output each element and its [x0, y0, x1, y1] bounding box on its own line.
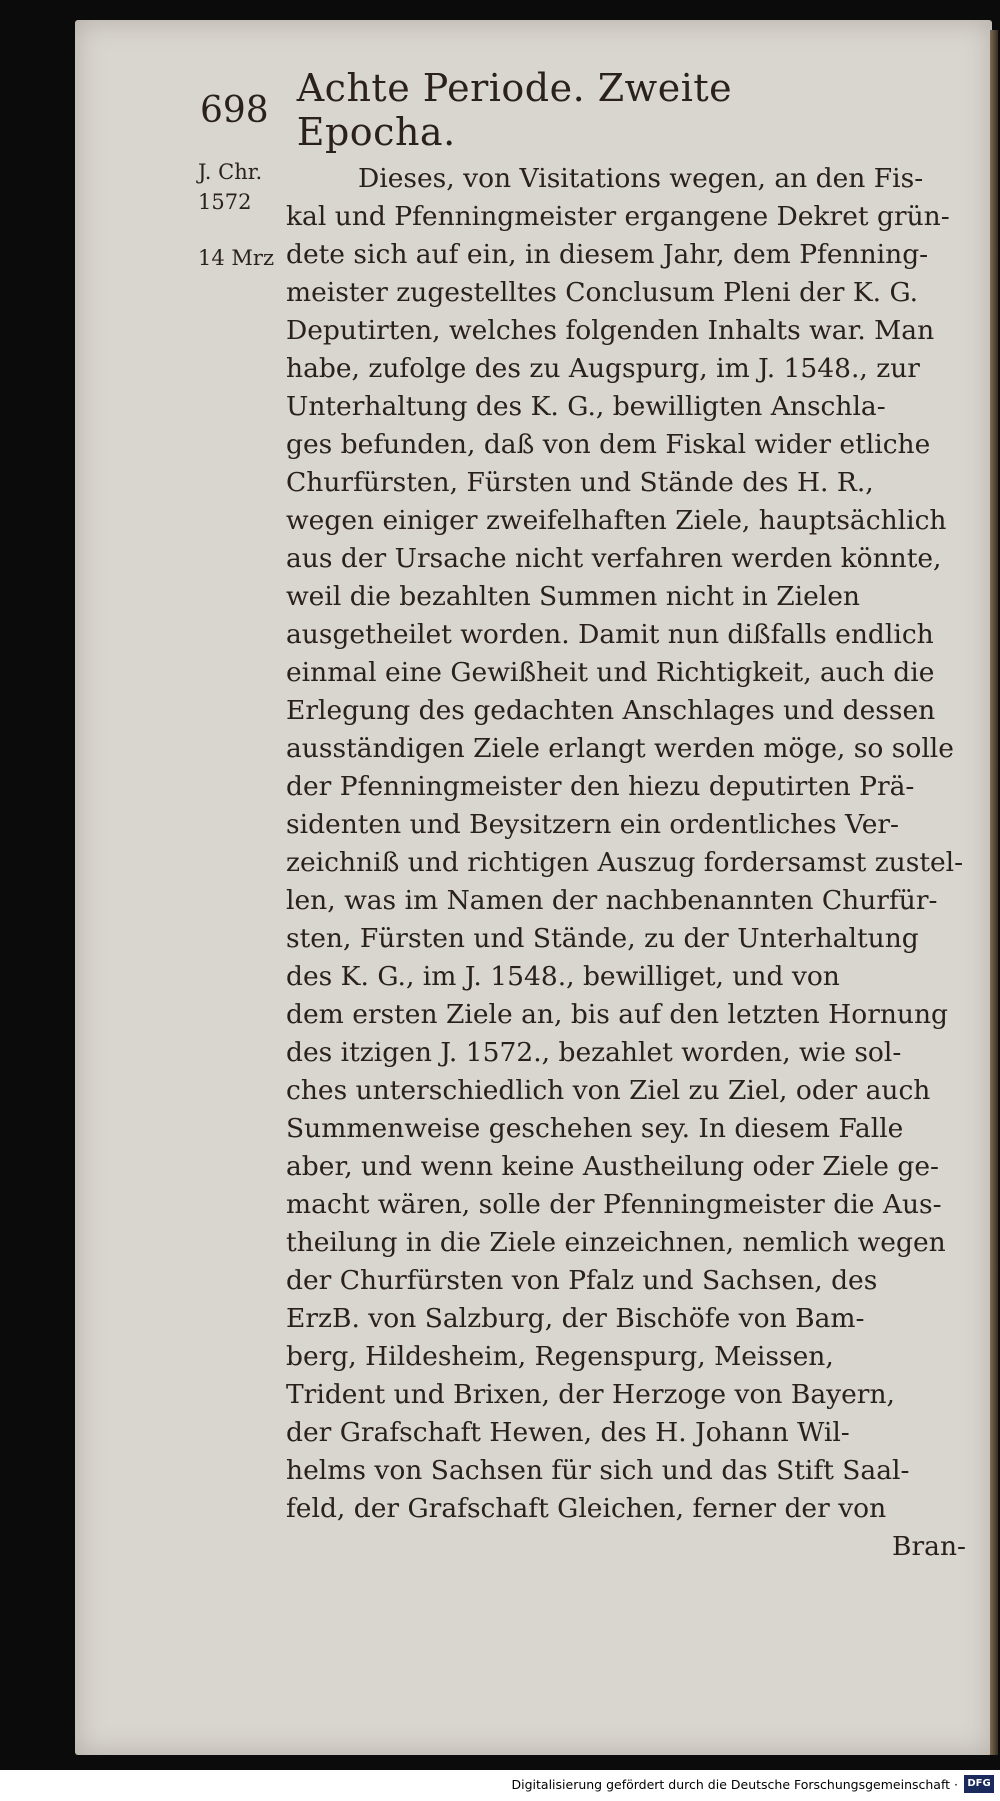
text-line: der Pfenningmeister den hiezu deputirten Prä-: [286, 771, 915, 802]
text-line: einmal eine Gewißheit und Richtigkeit, auch die: [286, 657, 935, 688]
text-line: ausgetheilet worden. Damit nun dißfalls endlich: [286, 619, 934, 650]
footer-bar: [0, 1770, 1000, 1801]
text-line: theilung in die Ziele einzeichnen, nemlich wegen: [286, 1227, 946, 1258]
text-line: feld, der Grafschaft Gleichen, ferner der von: [286, 1493, 887, 1524]
text-line: aus der Ursache nicht verfahren werden könnte,: [286, 543, 942, 574]
text-line: berg, Hildesheim, Regenspurg, Meissen,: [286, 1341, 834, 1372]
page-edge: [990, 30, 998, 1755]
text-line: meister zugestelltes Conclusum Pleni der K. G.: [286, 277, 919, 308]
text-line: Deputirten, welches folgenden Inhalts war. Man: [286, 315, 935, 346]
text-line: ches unterschiedlich von Ziel zu Ziel, oder auch: [286, 1075, 931, 1106]
page-number: 698: [200, 89, 269, 131]
running-head: [200, 66, 840, 154]
text-line: aber, und wenn keine Austheilung oder Ziele ge-: [286, 1151, 940, 1182]
text-line: weil die bezahlten Summen nicht in Zielen: [286, 581, 860, 612]
catchword: Bran-: [892, 1531, 966, 1562]
margin-note-year: 1572: [198, 190, 252, 214]
text-line: ges befunden, daß von dem Fiskal wider etliche: [286, 429, 931, 460]
running-title: Achte Periode. Zweite Epocha.: [296, 66, 733, 154]
text-line: der Grafschaft Hewen, des H. Johann Wil-: [286, 1417, 850, 1448]
text-line: Summenweise geschehen sey. In diesem Falle: [286, 1113, 904, 1144]
text-line: Unterhaltung des K. G., bewilligten Anschla-: [286, 391, 886, 422]
dfg-logo: DFG: [964, 1775, 994, 1793]
margin-note-date: 14 Mrz: [198, 246, 275, 270]
text-line: dete sich auf ein, in diesem Jahr, dem Pfenning-: [286, 239, 929, 270]
text-line: des K. G., im J. 1548., bewilliget, und von: [286, 961, 840, 992]
text-line: kal und Pfenningmeister ergangene Dekret grün-: [286, 201, 950, 232]
text-line: zeichniß und richtigen Auszug fordersamst zustel-: [286, 847, 964, 878]
text-line: wegen einiger zweifelhaften Ziele, hauptsächlich: [286, 505, 947, 536]
text-line: len, was im Namen der nachbenannten Churfür-: [286, 885, 938, 916]
text-line: macht wären, solle der Pfenningmeister die Aus-: [286, 1189, 942, 1220]
text-line: sten, Fürsten und Stände, zu der Unterhaltung: [286, 923, 919, 954]
text-line: ErzB. von Salzburg, der Bischöfe von Bam-: [286, 1303, 865, 1334]
margin-note-era: J. Chr.: [198, 160, 263, 184]
text-line: der Churfürsten von Pfalz und Sachsen, des: [286, 1265, 878, 1296]
text-line: sidenten und Beysitzern ein ordentliches Ver-: [286, 809, 899, 840]
text-line: Erlegung des gedachten Anschlages und dessen: [286, 695, 936, 726]
text-line: Dieses, von Visitations wegen, an den Fis-: [358, 163, 924, 194]
text-line: des itzigen J. 1572., bezahlet worden, wie sol-: [286, 1037, 902, 1068]
text-line: habe, zufolge des zu Augspurg, im J. 1548., zur: [286, 353, 920, 384]
text-line: helms von Sachsen für sich und das Stift Saal-: [286, 1455, 910, 1486]
funding-credit: Digitalisierung gefördert durch die Deutsche Forschungsgemeinschaft ·: [511, 1777, 958, 1792]
text-line: dem ersten Ziele an, bis auf den letzten Hornung: [286, 999, 949, 1030]
text-line: ausständigen Ziele erlangt werden möge, so solle: [286, 733, 954, 764]
text-line: Churfürsten, Fürsten und Stände des H. R.,: [286, 467, 874, 498]
text-line: Trident und Brixen, der Herzoge von Bayern,: [286, 1379, 895, 1410]
